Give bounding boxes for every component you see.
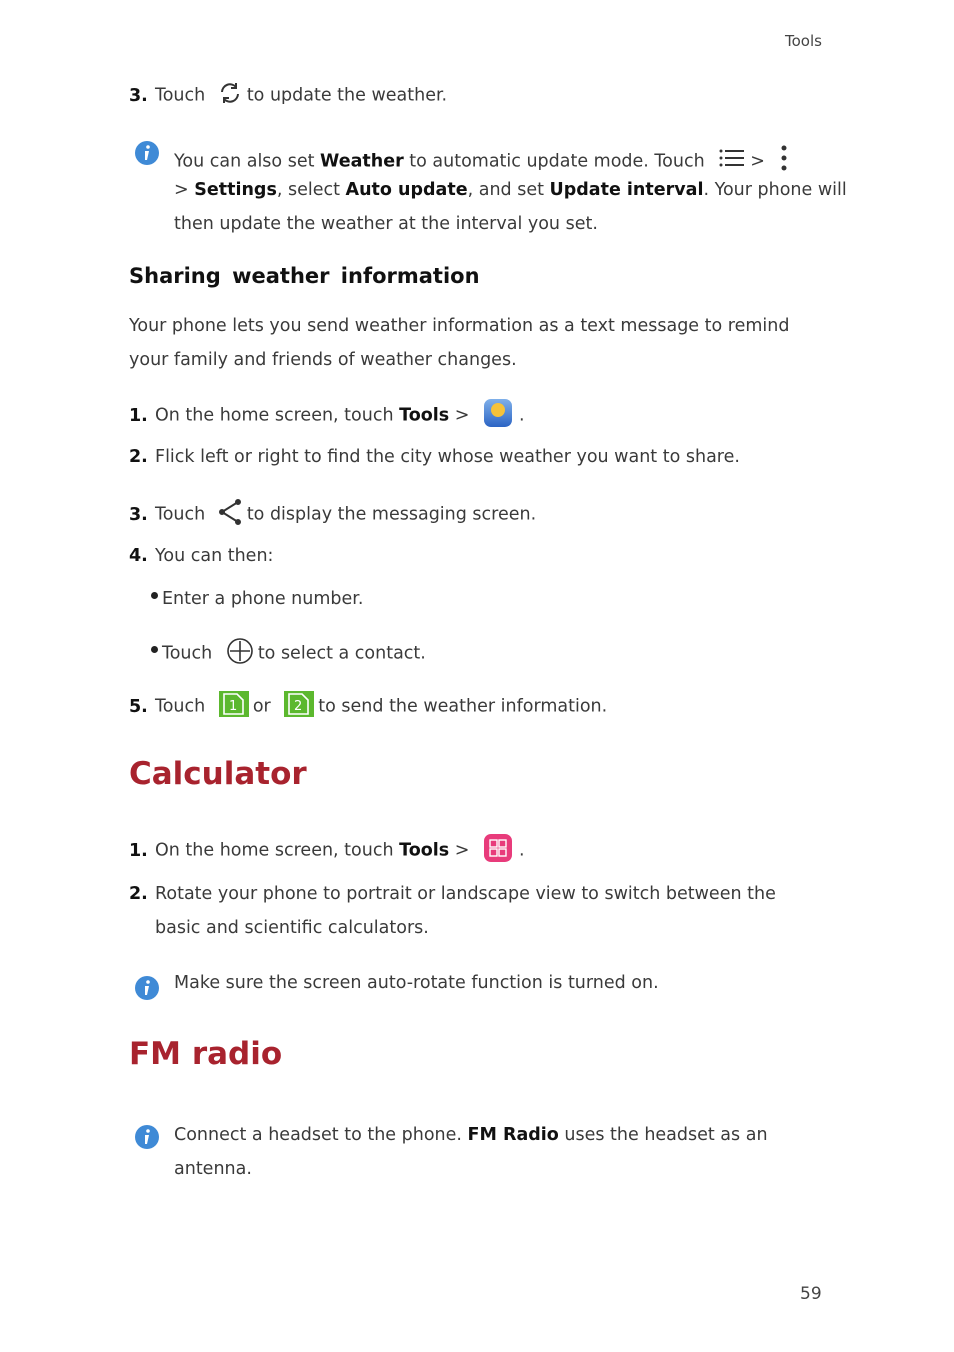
step-text: to send the weather information.	[318, 696, 608, 717]
bullet-item-1	[151, 589, 363, 609]
weather-note-line-3: then update the weather at the interval you set.	[174, 214, 598, 234]
sharing-step-1	[129, 398, 525, 433]
menu-icon	[718, 147, 746, 176]
sharing-step-5	[129, 691, 607, 722]
sharing-step-4	[129, 546, 273, 566]
bullet-dot	[151, 646, 158, 653]
bullet-dot	[151, 592, 158, 599]
note-text: You can also set	[174, 151, 321, 172]
svg-text:1: 1	[228, 699, 238, 714]
weather-note	[174, 140, 847, 250]
step-number: 3.	[129, 85, 148, 106]
share-icon	[217, 498, 243, 531]
step-bold-tools: Tools	[399, 840, 450, 861]
page-number: 59	[800, 1284, 822, 1304]
note-bold-settings: Settings	[194, 180, 277, 200]
step-text: Touch	[155, 696, 206, 717]
note-text: , select	[276, 180, 346, 200]
sharing-step-3	[129, 498, 536, 531]
note-bold-weather: Weather	[320, 151, 404, 172]
sharing-step-2	[129, 447, 740, 467]
step-text: to display the messaging screen.	[246, 504, 537, 525]
step-text-pre: Touch	[155, 85, 206, 106]
step-text: Touch	[155, 504, 206, 525]
info-icon	[134, 1124, 160, 1150]
step-gt: >	[449, 840, 470, 861]
step-number: 2.	[129, 447, 148, 467]
running-header: Tools	[785, 32, 822, 50]
add-contact-icon	[226, 637, 254, 670]
note-bold-update-interval: Update interval	[549, 180, 704, 200]
step-gt: >	[449, 405, 470, 426]
bullet-item-2	[151, 637, 426, 670]
calculator-step-2-line-2: basic and scientific calculators.	[155, 918, 429, 938]
bullet-text: to select a contact.	[257, 643, 426, 664]
section-heading-calculator: Calculator	[129, 756, 307, 792]
sharing-intro-line-1: Your phone lets you send weather information as a text message to remind	[129, 316, 790, 336]
note-text: , and set	[467, 180, 550, 200]
calculator-step-2-line-1	[129, 882, 776, 906]
step-text: Flick left or right to find the city whose weather you want to share.	[155, 447, 740, 467]
note-text: Connect a headset to the phone.	[174, 1125, 468, 1145]
step-number: 1.	[129, 840, 148, 861]
note-text: uses the headset as an	[558, 1125, 768, 1145]
bullet-text: Enter a phone number.	[162, 589, 364, 609]
note-bold-auto-update: Auto update	[345, 180, 468, 200]
info-icon	[134, 975, 160, 1001]
calculator-app-icon	[483, 833, 513, 868]
step-text-post: to update the weather.	[246, 85, 448, 106]
step-number: 5.	[129, 696, 148, 717]
svg-text:2: 2	[294, 699, 303, 714]
fm-radio-note-line-2: antenna.	[174, 1159, 252, 1179]
step-text-or: or	[252, 696, 271, 717]
info-icon	[134, 140, 160, 166]
step-text: .	[519, 405, 525, 426]
section-heading-fm-radio: FM radio	[129, 1036, 283, 1072]
step-number: 1.	[129, 405, 148, 426]
step-text: .	[519, 840, 525, 861]
bullet-text: Touch	[162, 643, 213, 664]
weather-note-line-2	[174, 178, 847, 202]
step-text: On the home screen, touch	[155, 405, 400, 426]
weather-app-icon	[483, 398, 513, 433]
weather-update-step-3	[129, 80, 447, 111]
fm-radio-note-line-1	[174, 1123, 768, 1147]
step-bold-tools: Tools	[399, 405, 450, 426]
calculator-step-2	[129, 882, 829, 942]
step-text: On the home screen, touch	[155, 840, 400, 861]
refresh-icon	[217, 80, 243, 111]
step-text: You can then:	[155, 546, 274, 566]
note-text: . Your phone will	[703, 180, 847, 200]
sim2-icon	[284, 691, 314, 722]
note-bold-fm-radio: FM Radio	[467, 1125, 559, 1145]
note-text: to automatic update mode. Touch	[403, 151, 705, 172]
calculator-step-1	[129, 833, 525, 868]
step-number: 2.	[129, 884, 148, 904]
step-number: 3.	[129, 504, 148, 525]
more-vertical-icon	[779, 144, 789, 179]
calculator-note: Make sure the screen auto-rotate function is turned on.	[174, 973, 659, 993]
note-gt: >	[750, 151, 765, 172]
weather-note-line-1	[174, 144, 789, 179]
step-text: Rotate your phone to portrait or landscape view to switch between the	[155, 884, 776, 904]
section-heading-sharing: Sharing weather information	[129, 264, 480, 288]
note-gt: >	[174, 180, 189, 200]
fm-radio-note	[174, 1123, 834, 1183]
sim1-icon	[219, 691, 249, 722]
step-number: 4.	[129, 546, 148, 566]
sharing-intro-line-2: your family and friends of weather changes.	[129, 350, 517, 370]
